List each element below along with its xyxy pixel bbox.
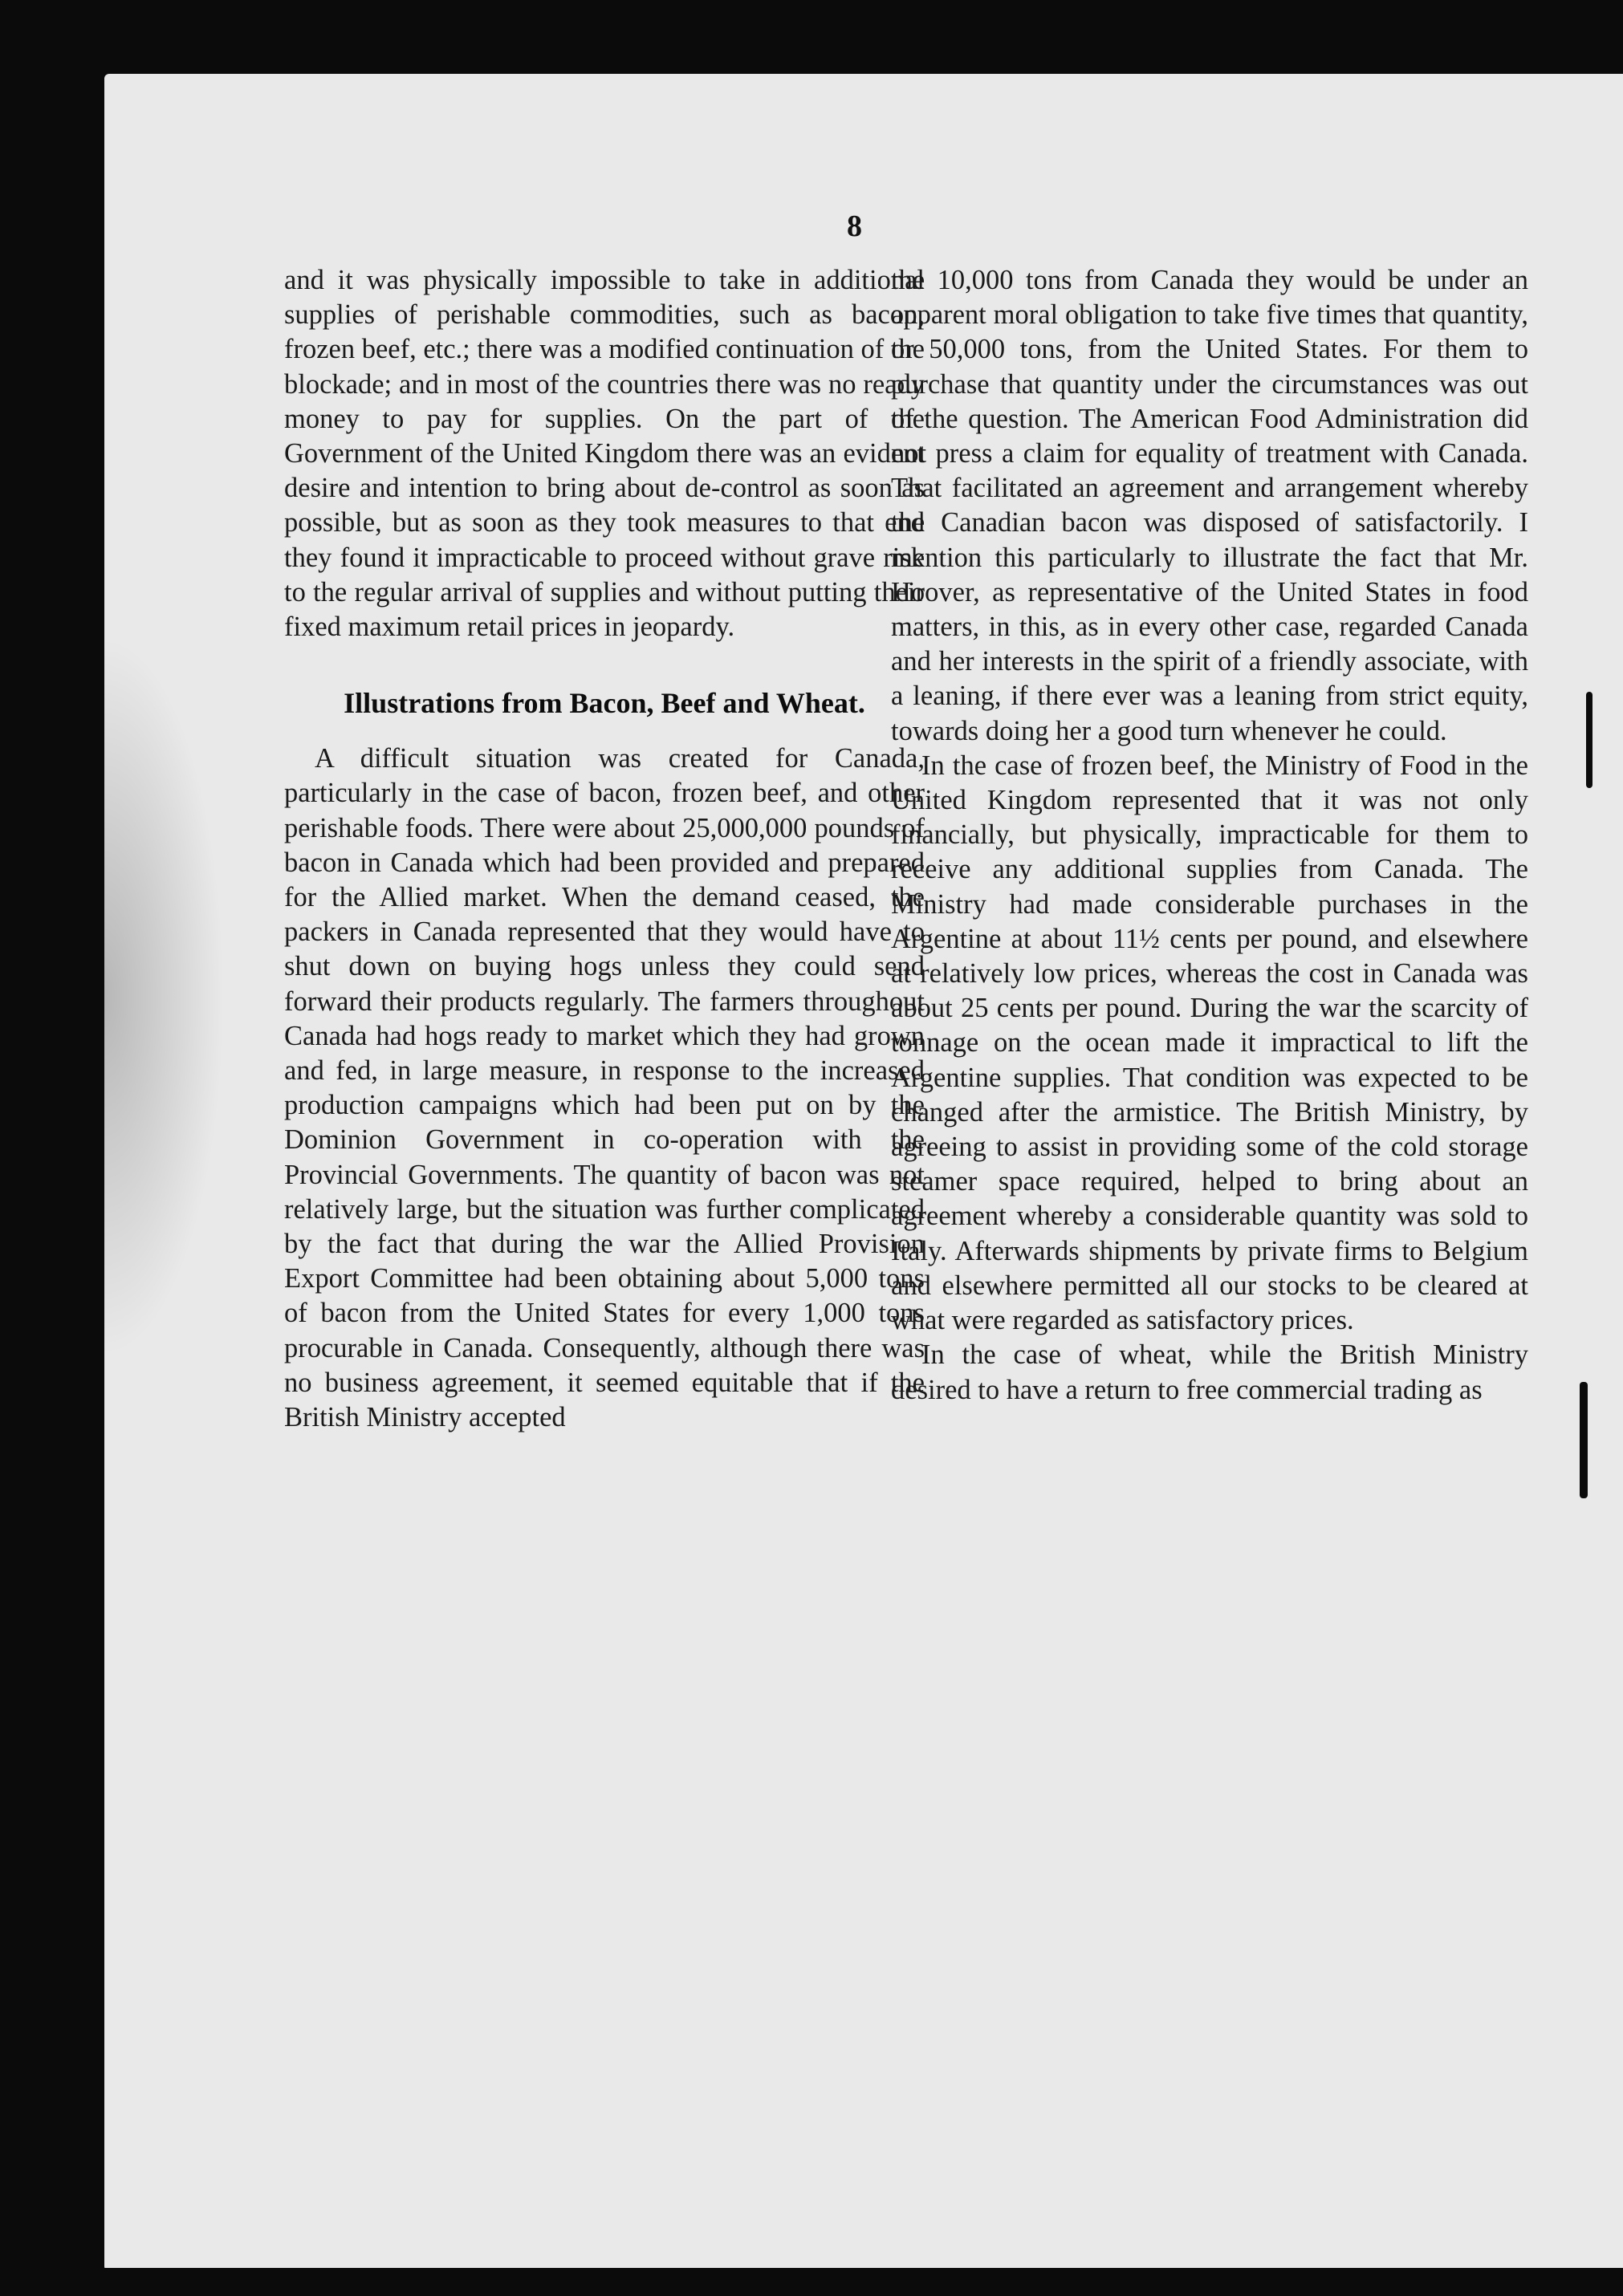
- left-paragraph-1: and it was physically impossible to take in additional supplies of perishable commodities, such as bacon, frozen beef, etc.; there was a modified continuation of the blockade; and in most of the countries there was no ready money to pay for supplies. On the part of the Government of the United Kingdom there was an evident desire and intention to bring about de-control as soon as possible, but as soon as they took measures to that end they found it impracticable to proceed without grave risk to the regular arrival of supplies and without putting their fixed maximum retail prices in jeopardy.: [284, 265, 925, 643]
- scan-mark-upper: [1586, 692, 1592, 788]
- left-paragraph-2: A difficult situation was created for Canada, particularly in the case of bacon, frozen beef, and other perishable foods. There were about 25,000,000 pounds of bacon in Canada which had been provided and prepared for the Allied market. When the demand ceased, the packers in Canada represented that they would have to shut down on buying hogs unless they could send forward their products regularly. The farmers throughout Canada had hogs ready to market which they had grown and fed, in large measure, in response to the increased production campaigns which had been put on by the Dominion Government in co-operation with the Provincial Governments. The quantity of bacon was not relatively large, but the situation was further complicated by the fact that during the war the Allied Provision Export Committee had been obtaining about 5,000 tons of bacon from the United States for every 1,000 tons procurable in Canada. Consequently, although there was no business agreement, it seemed equitable that if the British Ministry accepted: [284, 743, 925, 1433]
- section-heading: Illustrations from Bacon, Beef and Wheat.: [344, 687, 865, 720]
- scan-smudge: [104, 636, 225, 1358]
- right-paragraph-1: the 10,000 tons from Canada they would be under an apparent moral obligation to take five times that quantity, or 50,000 tons, from the United States. For them to purchase that quantity under the circumstances was out of the question. The American Food Administration did not press a claim for equality of treatment with Canada. That facilitated an agreement and arrangement whereby the Canadian bacon was disposed of satisfactorily. I mention this particularly to illustrate the fact that Mr. Hoover, as representative of the United States in food matters, in this, as in every other case, regarded Canada and her interests in the spirit of a friendly associate, with a leaning, if there ever was a leaning from strict equity, towards doing her a good turn whenever he could.: [891, 265, 1528, 746]
- right-column: [891, 263, 1528, 1408]
- right-paragraph-3: In the case of wheat, while the British Ministry desired to have a return to free commercial trading as: [891, 1339, 1528, 1405]
- left-column: [284, 263, 925, 1435]
- right-paragraph-2: In the case of frozen beef, the Ministry of Food in the United Kingdom represented that it was not only financially, but physically, impracticable for them to receive any additional supplies from Canada. The Ministry had made considerable purchases in the Argentine at about 11½ cents per pound, and elsewhere at relatively low prices, whereas the cost in Canada was about 25 cents per pound. During the war the scarcity of tonnage on the ocean made it impractical to lift the Argentine supplies. That condition was expected to be changed after the armistice. The British Ministry, by agreeing to assist in providing some of the cold storage steamer space required, helped to bring about an agreement whereby a considerable quantity was sold to Italy. Afterwards shipments by private firms to Belgium and elsewhere permitted all our stocks to be cleared at what were regarded as satisfactory prices.: [891, 750, 1528, 1336]
- scan-mark-lower: [1580, 1382, 1588, 1498]
- scanned-page: [104, 74, 1623, 2271]
- scan-bottom-edge: [104, 2268, 1623, 2296]
- page-number: 8: [847, 209, 862, 243]
